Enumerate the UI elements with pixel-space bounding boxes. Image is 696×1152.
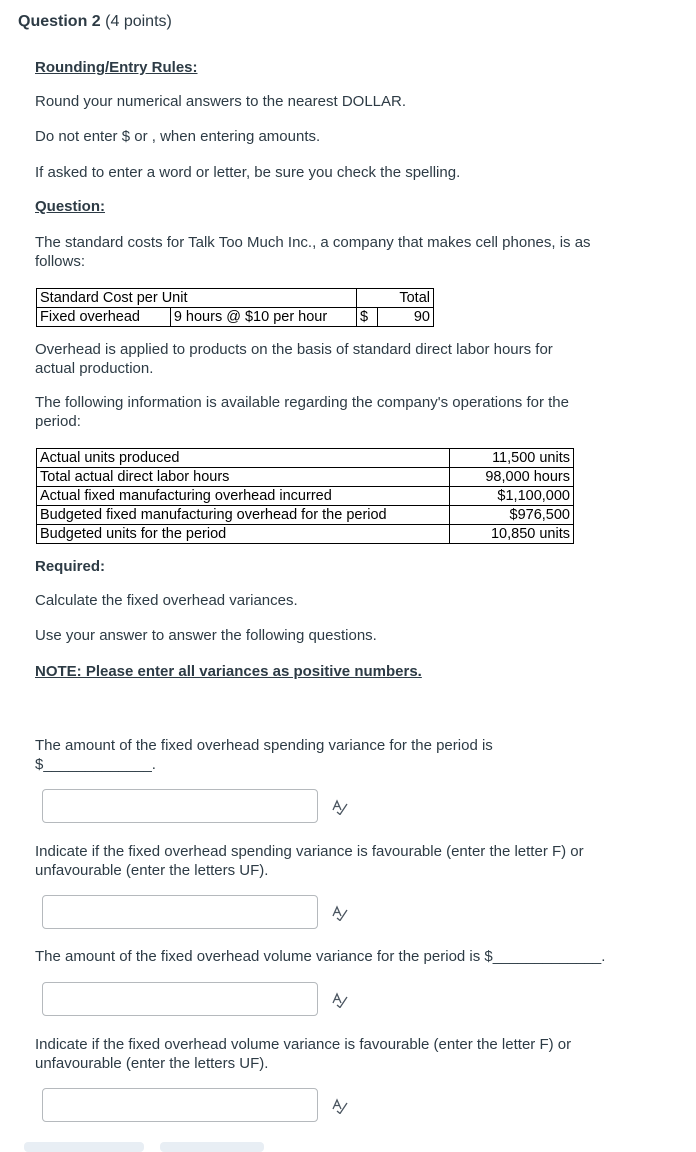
required-line-2: Use your answer to answer the following questions. — [35, 627, 377, 644]
table-row — [37, 468, 574, 487]
question-title — [18, 13, 172, 31]
spellcheck-icon[interactable] — [331, 1098, 349, 1114]
required-heading: Required: — [35, 558, 106, 575]
standard-cost-row-detail: 9 hours @ $10 per hour — [170, 308, 356, 327]
operations-value: $976,500 — [450, 506, 574, 525]
prompt-1-line-1: The amount of the fixed overhead spending variance for the period is — [35, 737, 493, 754]
operations-label: Total actual direct labor hours — [37, 468, 450, 487]
intro-line-1: The standard costs for Talk Too Much Inc., a company that makes cell phones, is as — [35, 234, 591, 251]
spellcheck-icon[interactable] — [331, 799, 349, 815]
overhead-line-2: actual production. — [35, 360, 154, 377]
standard-cost-header-label: Standard Cost per Unit — [37, 289, 357, 308]
prompt-1-line-2: $_____________. — [35, 756, 156, 773]
standard-cost-header-total: Total — [357, 289, 434, 308]
standard-cost-row-label: Fixed overhead — [37, 308, 171, 327]
overhead-line-1: Overhead is applied to products on the basis of standard direct labor hours for — [35, 341, 553, 358]
table-row — [37, 525, 574, 544]
standard-cost-row-currency: $ — [357, 308, 378, 327]
operations-value: 98,000 hours — [450, 468, 574, 487]
prompt-2-line-2: unfavourable (enter the letters UF). — [35, 862, 269, 879]
operations-value: 11,500 units — [450, 449, 574, 468]
answer-input-4[interactable] — [42, 1088, 318, 1122]
required-note: NOTE: Please enter all variances as positive numbers. — [35, 663, 422, 680]
info-line-1: The following information is available regarding the company's operations for the — [35, 394, 569, 411]
prompt-4-line-1: Indicate if the fixed overhead volume variance is favourable (enter the letter F) or — [35, 1036, 572, 1053]
operations-value: $1,100,000 — [450, 487, 574, 506]
operations-label: Budgeted units for the period — [37, 525, 450, 544]
prompt-2-line-1: Indicate if the fixed overhead spending variance is favourable (enter the letter F) or — [35, 843, 584, 860]
operations-label: Actual fixed manufacturing overhead incurred — [37, 487, 450, 506]
prompt-4-line-2: unfavourable (enter the letters UF). — [35, 1055, 269, 1072]
question-number: Question 2 — [18, 13, 101, 30]
question-heading: Question: — [35, 198, 105, 215]
operations-label: Budgeted fixed manufacturing overhead for the period — [37, 506, 450, 525]
answer-input-1[interactable] — [42, 789, 318, 823]
question-points: (4 points) — [105, 13, 172, 30]
rules-heading: Rounding/Entry Rules: — [35, 59, 198, 76]
rules-line-2: Do not enter $ or , when entering amounts. — [35, 128, 321, 145]
rules-line-1: Round your numerical answers to the nearest DOLLAR. — [35, 93, 407, 110]
answer-input-2[interactable] — [42, 895, 318, 929]
spellcheck-icon[interactable] — [331, 992, 349, 1008]
operations-value: 10,850 units — [450, 525, 574, 544]
standard-cost-row-amount: 90 — [378, 308, 434, 327]
rules-line-3: If asked to enter a word or letter, be sure you check the spelling. — [35, 164, 461, 181]
table-row — [37, 487, 574, 506]
operations-label: Actual units produced — [37, 449, 450, 468]
standard-cost-table — [36, 288, 434, 327]
required-line-1: Calculate the fixed overhead variances. — [35, 592, 298, 609]
spellcheck-icon[interactable] — [331, 905, 349, 921]
info-line-2: period: — [35, 413, 81, 430]
table-row — [37, 506, 574, 525]
next-button[interactable] — [160, 1142, 264, 1152]
intro-line-2: follows: — [35, 253, 86, 270]
table-row — [37, 449, 574, 468]
prompt-3-line-1: The amount of the fixed overhead volume variance for the period is $_____________. — [35, 948, 606, 965]
operations-table — [36, 448, 574, 544]
previous-button[interactable] — [24, 1142, 144, 1152]
answer-input-3[interactable] — [42, 982, 318, 1016]
